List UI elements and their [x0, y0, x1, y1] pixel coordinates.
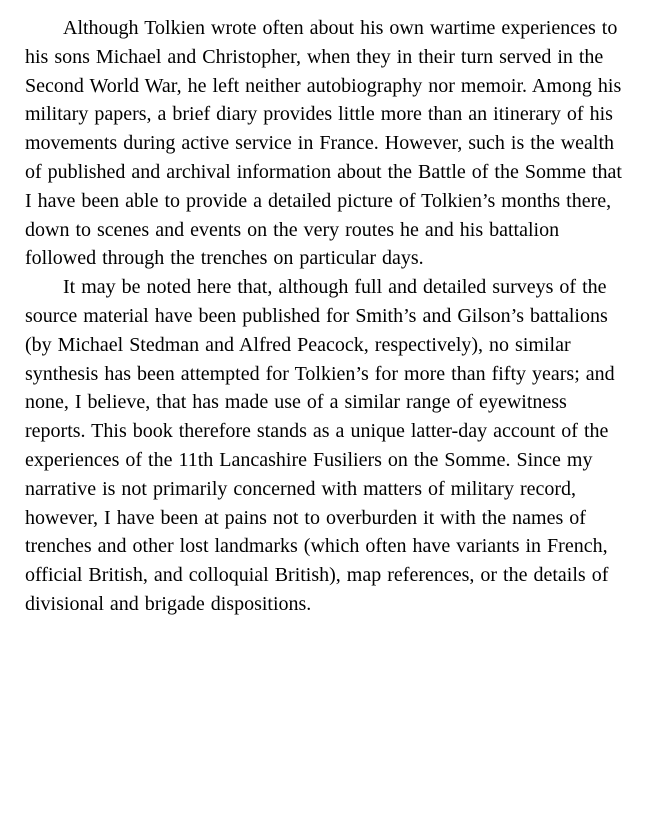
paragraph-2: It may be noted here that, although full and detailed surveys of the source material have been published for Smith’s and Gilson’s battalions (by Michael Stedman and Alfred Peacock, respectively), no similar synthesis has been attempted for Tolkien’s for more than fifty years; and none, I believe, that has made use of a similar range of eyewitness reports. This book therefore stands as a unique latter-day account of the experiences of the 11th Lancashire Fusiliers on the Somme. Since my narrative is not primarily concerned with matters of military record, however, I have been at pains not to overburden it with the names of trenches and other lost landmarks (which often have variants in French, official British, and colloquial British), map references, or the details of divisional and brigade dispositions. [25, 276, 615, 615]
paragraph-1: Although Tolkien wrote often about his own wartime experiences to his sons Michael and Christopher, when they in their turn served in the Second World War, he left neither autobiography nor memoir. Among his military papers, a brief diary provides little more than an itinerary of his movements during active service in France. However, such is the wealth of published and archival information about the Battle of the Somme that I have been able to provide a detailed picture of Tolkien’s months there, down to scenes and events on the very routes he and his battalion followed through the trenches on particular days. [25, 17, 622, 270]
